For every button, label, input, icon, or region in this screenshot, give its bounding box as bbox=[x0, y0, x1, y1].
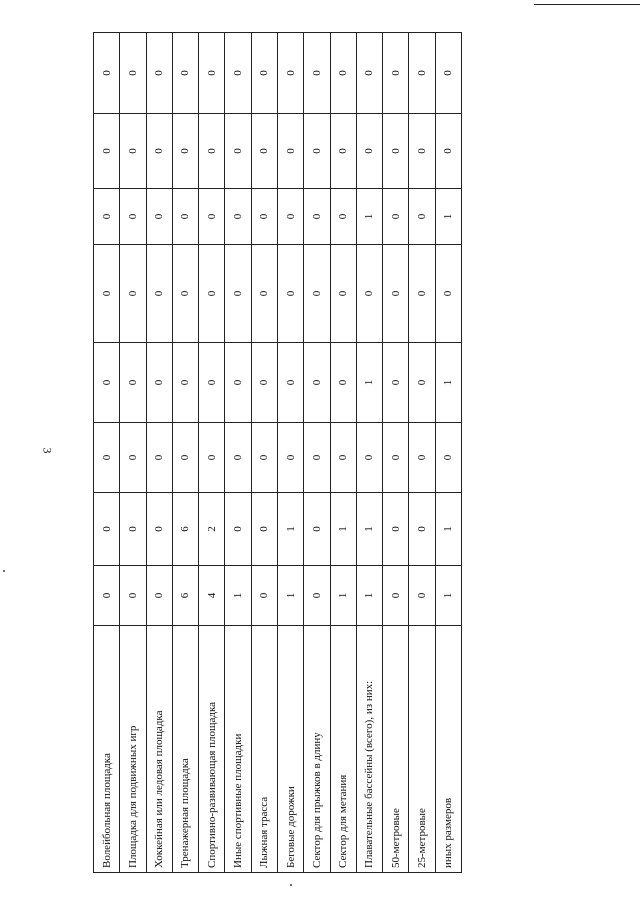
row-label: Спортивно-развивающая площадка bbox=[198, 625, 224, 872]
table-cell: 0 bbox=[303, 188, 329, 244]
table-row bbox=[330, 32, 356, 872]
table-cell: 0 bbox=[172, 342, 198, 422]
table-row bbox=[119, 32, 145, 872]
table-cell: 0 bbox=[93, 188, 119, 244]
table-cell: 0 bbox=[119, 492, 145, 565]
table-row bbox=[224, 32, 250, 872]
table-cell: 0 bbox=[435, 422, 461, 492]
table-cell: 0 bbox=[119, 565, 145, 625]
table-cell: 0 bbox=[435, 244, 461, 342]
page-number: 3 bbox=[40, 447, 55, 454]
table-cell: 0 bbox=[251, 342, 277, 422]
table-cell: 0 bbox=[224, 32, 250, 113]
table-cell: 0 bbox=[198, 113, 224, 188]
table-cell: 0 bbox=[435, 32, 461, 113]
table-cell: 0 bbox=[277, 342, 303, 422]
table-cell: 0 bbox=[146, 492, 172, 565]
table-cell: 0 bbox=[251, 188, 277, 244]
row-label: Лыжная трасса bbox=[251, 625, 277, 872]
table-cell: 0 bbox=[224, 188, 250, 244]
table-row bbox=[356, 32, 382, 872]
table-cell: 0 bbox=[224, 492, 250, 565]
table-cell: 0 bbox=[277, 422, 303, 492]
table-cell: 0 bbox=[356, 422, 382, 492]
table-cell: 0 bbox=[146, 32, 172, 113]
table-cell: 0 bbox=[224, 422, 250, 492]
table-cell: 0 bbox=[330, 32, 356, 113]
table-cell: 0 bbox=[119, 113, 145, 188]
table-cell: 0 bbox=[172, 32, 198, 113]
table-cell: 0 bbox=[382, 342, 408, 422]
table-cell: 0 bbox=[303, 422, 329, 492]
table-cell: 1 bbox=[277, 492, 303, 565]
scan-speck bbox=[3, 570, 5, 572]
table-cell: 1 bbox=[356, 342, 382, 422]
table-cell: 0 bbox=[224, 342, 250, 422]
table-cell: 1 bbox=[356, 492, 382, 565]
table-cell: 0 bbox=[119, 342, 145, 422]
table-cell: 6 bbox=[172, 565, 198, 625]
table-cell: 0 bbox=[382, 113, 408, 188]
table-cell: 0 bbox=[408, 342, 434, 422]
table-cell: 0 bbox=[330, 244, 356, 342]
table-row bbox=[198, 32, 224, 872]
table-cell: 0 bbox=[356, 32, 382, 113]
table-cell: 0 bbox=[408, 422, 434, 492]
table-cell: 1 bbox=[435, 188, 461, 244]
table-cell: 0 bbox=[146, 565, 172, 625]
table-cell: 0 bbox=[435, 113, 461, 188]
table-cell: 0 bbox=[303, 244, 329, 342]
row-label: Площадка для подвижных игр bbox=[119, 625, 145, 872]
table-cell: 0 bbox=[382, 422, 408, 492]
table-cell: 0 bbox=[277, 113, 303, 188]
table-cell: 0 bbox=[408, 113, 434, 188]
scan-speck bbox=[290, 884, 292, 886]
table-cell: 0 bbox=[146, 113, 172, 188]
table-cell: 0 bbox=[93, 32, 119, 113]
row-label: Волейбольная площадка bbox=[93, 625, 119, 872]
table-cell: 0 bbox=[93, 565, 119, 625]
table-row bbox=[251, 32, 277, 872]
table-row bbox=[93, 32, 119, 872]
row-label: Сектор для метания bbox=[330, 625, 356, 872]
table-cell: 0 bbox=[356, 244, 382, 342]
table-row bbox=[172, 32, 198, 872]
table-cell: 0 bbox=[251, 113, 277, 188]
table-cell: 0 bbox=[303, 565, 329, 625]
table-cell: 0 bbox=[198, 244, 224, 342]
table-cell: 1 bbox=[435, 492, 461, 565]
table-cell: 0 bbox=[172, 188, 198, 244]
table-cell: 0 bbox=[224, 113, 250, 188]
sports-facilities-table bbox=[93, 32, 462, 873]
table-cell: 1 bbox=[224, 565, 250, 625]
row-label: Беговые дорожки bbox=[277, 625, 303, 872]
table-cell: 0 bbox=[198, 32, 224, 113]
table-cell: 0 bbox=[172, 244, 198, 342]
table-cell: 0 bbox=[408, 32, 434, 113]
table-cell: 0 bbox=[251, 565, 277, 625]
row-label: Хоккейная или ледовая площадка bbox=[146, 625, 172, 872]
table-row bbox=[435, 32, 461, 872]
row-label: 50-метровые bbox=[382, 625, 408, 872]
row-label: иных размеров bbox=[435, 625, 461, 872]
table-cell: 0 bbox=[303, 113, 329, 188]
table-cell: 0 bbox=[330, 422, 356, 492]
table-cell: 1 bbox=[277, 565, 303, 625]
table-cell: 0 bbox=[382, 32, 408, 113]
table-cell: 0 bbox=[146, 422, 172, 492]
table-cell: 1 bbox=[356, 565, 382, 625]
table-cell: 2 bbox=[198, 492, 224, 565]
table-cell: 0 bbox=[93, 492, 119, 565]
table-cell: 0 bbox=[198, 188, 224, 244]
table-cell: 1 bbox=[330, 565, 356, 625]
table-row bbox=[382, 32, 408, 872]
table-cell: 0 bbox=[172, 113, 198, 188]
row-label: Иные спортивные площадки bbox=[224, 625, 250, 872]
row-label: 25-метровые bbox=[408, 625, 434, 872]
table-cell: 0 bbox=[93, 244, 119, 342]
table-cell: 0 bbox=[119, 422, 145, 492]
table-cell: 0 bbox=[408, 244, 434, 342]
table-cell: 1 bbox=[435, 565, 461, 625]
table-cell: 0 bbox=[382, 244, 408, 342]
table-cell: 0 bbox=[93, 422, 119, 492]
table-cell: 0 bbox=[330, 188, 356, 244]
table-cell: 0 bbox=[330, 113, 356, 188]
table-cell: 0 bbox=[408, 188, 434, 244]
table-cell: 0 bbox=[382, 492, 408, 565]
top-rule bbox=[534, 4, 640, 5]
table-cell: 0 bbox=[119, 244, 145, 342]
table-cell: 0 bbox=[277, 244, 303, 342]
table-cell: 6 bbox=[172, 492, 198, 565]
table-cell: 0 bbox=[303, 492, 329, 565]
table-cell: 0 bbox=[251, 422, 277, 492]
table-cell: 1 bbox=[356, 188, 382, 244]
table-cell: 0 bbox=[356, 113, 382, 188]
table-cell: 0 bbox=[303, 342, 329, 422]
table-cell: 0 bbox=[251, 244, 277, 342]
table-row bbox=[408, 32, 434, 872]
table-cell: 0 bbox=[198, 342, 224, 422]
table-row bbox=[277, 32, 303, 872]
table-cell: 0 bbox=[93, 113, 119, 188]
table-cell: 0 bbox=[330, 342, 356, 422]
table-cell: 1 bbox=[435, 342, 461, 422]
table-cell: 0 bbox=[303, 32, 329, 113]
row-label: Плавательные бассейны (всего), из них: bbox=[356, 625, 382, 872]
table-cell: 4 bbox=[198, 565, 224, 625]
table-cell: 0 bbox=[93, 342, 119, 422]
table-cell: 0 bbox=[224, 244, 250, 342]
table-wrapper bbox=[92, 32, 461, 872]
table-cell: 0 bbox=[146, 342, 172, 422]
table-cell: 0 bbox=[382, 565, 408, 625]
table-cell: 0 bbox=[251, 492, 277, 565]
row-label: Сектор для прыжков в длину bbox=[303, 625, 329, 872]
table-cell: 0 bbox=[119, 32, 145, 113]
table-cell: 0 bbox=[119, 188, 145, 244]
table-cell: 0 bbox=[172, 422, 198, 492]
table-cell: 0 bbox=[146, 244, 172, 342]
table-cell: 0 bbox=[277, 188, 303, 244]
table-cell: 0 bbox=[408, 492, 434, 565]
table-cell: 0 bbox=[277, 32, 303, 113]
table-cell: 0 bbox=[382, 188, 408, 244]
table-row bbox=[303, 32, 329, 872]
row-label: Тренажерная площадка bbox=[172, 625, 198, 872]
table-cell: 0 bbox=[146, 188, 172, 244]
table-cell: 0 bbox=[198, 422, 224, 492]
table-cell: 0 bbox=[408, 565, 434, 625]
table-cell: 0 bbox=[251, 32, 277, 113]
table-row bbox=[146, 32, 172, 872]
table-cell: 1 bbox=[330, 492, 356, 565]
